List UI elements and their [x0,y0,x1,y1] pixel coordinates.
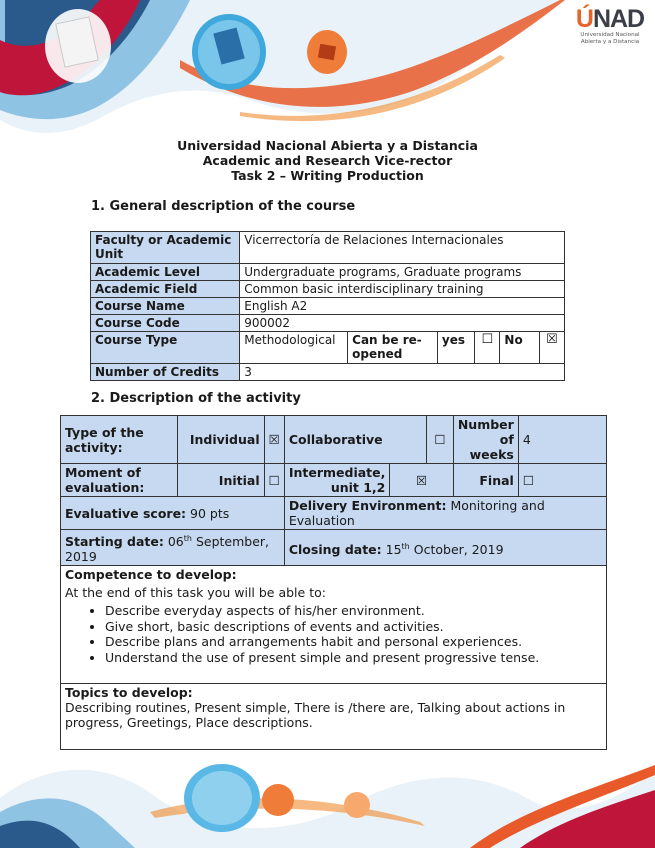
individual-checkbox: ☒ [264,416,284,464]
competence-label: Competence to develop: [65,567,237,583]
topics-cell [61,684,607,750]
logo-subtitle-2: Abierta y a Distancia [580,38,640,45]
list-item: • Describe everyday aspects of his/her environment. [105,603,602,619]
course-code-value: 900002 [240,315,565,332]
start-day-suffix: th [183,534,192,543]
list-item: • Give short, basic descriptions of events and activities. [105,619,602,635]
initial-checkbox: ☐ [264,464,284,497]
course-code-label: Course Code [91,315,240,332]
close-day-suffix: th [401,541,410,551]
course-name-value: English A2 [240,298,565,315]
initial-label: Initial [178,464,265,497]
level-value: Undergraduate programs, Graduate programs [240,264,565,281]
close-day: 15 [385,541,402,557]
closing-date-cell [284,530,606,566]
topics-value: Describing routines, Present simple, There is /there are, Talking about actions in progress, Greetings, Place descriptions. [65,700,566,731]
credits-label: Number of Credits [91,364,240,381]
collaborative-label: Collaborative [284,416,426,464]
course-info-table [90,231,565,381]
moment-label: Moment of evaluation: [61,464,178,497]
logo-accent: Ú [575,5,593,33]
competence-intro: At the end of this task you will be able to: [65,585,326,601]
activity-table [60,415,607,750]
course-name-label: Course Name [91,298,240,315]
reopen-label: Can be re-opened [348,332,438,364]
yes-label: yes [437,332,474,364]
final-label: Final [453,464,518,497]
header-university: Universidad Nacional Abierta y a Distancia [177,138,478,153]
individual-label: Individual [178,416,265,464]
section2-title: 2. Description of the activity [91,391,301,406]
header-vicerector: Academic and Research Vice-rector [202,153,453,168]
environment-value: Monitoring and Evaluation [288,498,545,528]
course-type-label: Course Type [91,332,240,364]
faculty-value: Vicerrectoría de Relaciones Internacionales [240,232,565,264]
score-value: 90 pts [190,505,230,521]
no-label: No [500,332,539,364]
list-item: • Describe plans and arrangements habit and personal experiences. [105,634,602,650]
close-date-rest: October, 2019 [413,541,504,557]
intermediate-checkbox: ☒ [390,464,453,497]
field-value: Common basic interdisciplinary training [240,281,565,298]
competence-list [65,603,602,665]
no-checkbox: ☒ [539,332,564,364]
close-date-label: Closing date: [288,541,382,557]
intermediate-label: Intermediate, unit 1,2 [284,464,390,497]
list-item: • Understand the use of present simple and present progressive tense. [105,650,602,666]
faculty-label: Faculty or Academic Unit [91,232,240,264]
activity-type-label: Type of the activity: [61,416,178,464]
delivery-environment-cell [284,497,606,530]
final-checkbox: ☐ [518,464,606,497]
unad-logo [574,6,646,58]
evaluative-score-cell [61,497,285,530]
section1-title: 1. General description of the course [91,199,356,214]
start-date-label: Starting date: [65,534,164,550]
header-task-title: Task 2 – Writing Production [231,168,424,183]
weeks-label: Number of weeks [453,416,518,464]
level-label: Academic Level [91,264,240,281]
starting-date-cell [61,530,285,566]
competence-cell [61,566,607,684]
score-label: Evaluative score: [65,505,187,521]
environment-label: Delivery Environment: [288,498,447,513]
start-day: 06 [167,534,184,550]
logo-text: NAD [592,5,645,33]
field-label: Academic Field [91,281,240,298]
topics-label: Topics to develop: [65,685,193,701]
collaborative-checkbox: ☐ [427,416,454,464]
logo-subtitle-1: Universidad Nacional [580,32,640,38]
weeks-value: 4 [518,416,606,464]
start-date-rest: September, 2019 [65,534,270,565]
course-type-value: Methodological [240,332,348,364]
yes-checkbox: ☐ [475,332,500,364]
credits-value: 3 [240,364,565,381]
